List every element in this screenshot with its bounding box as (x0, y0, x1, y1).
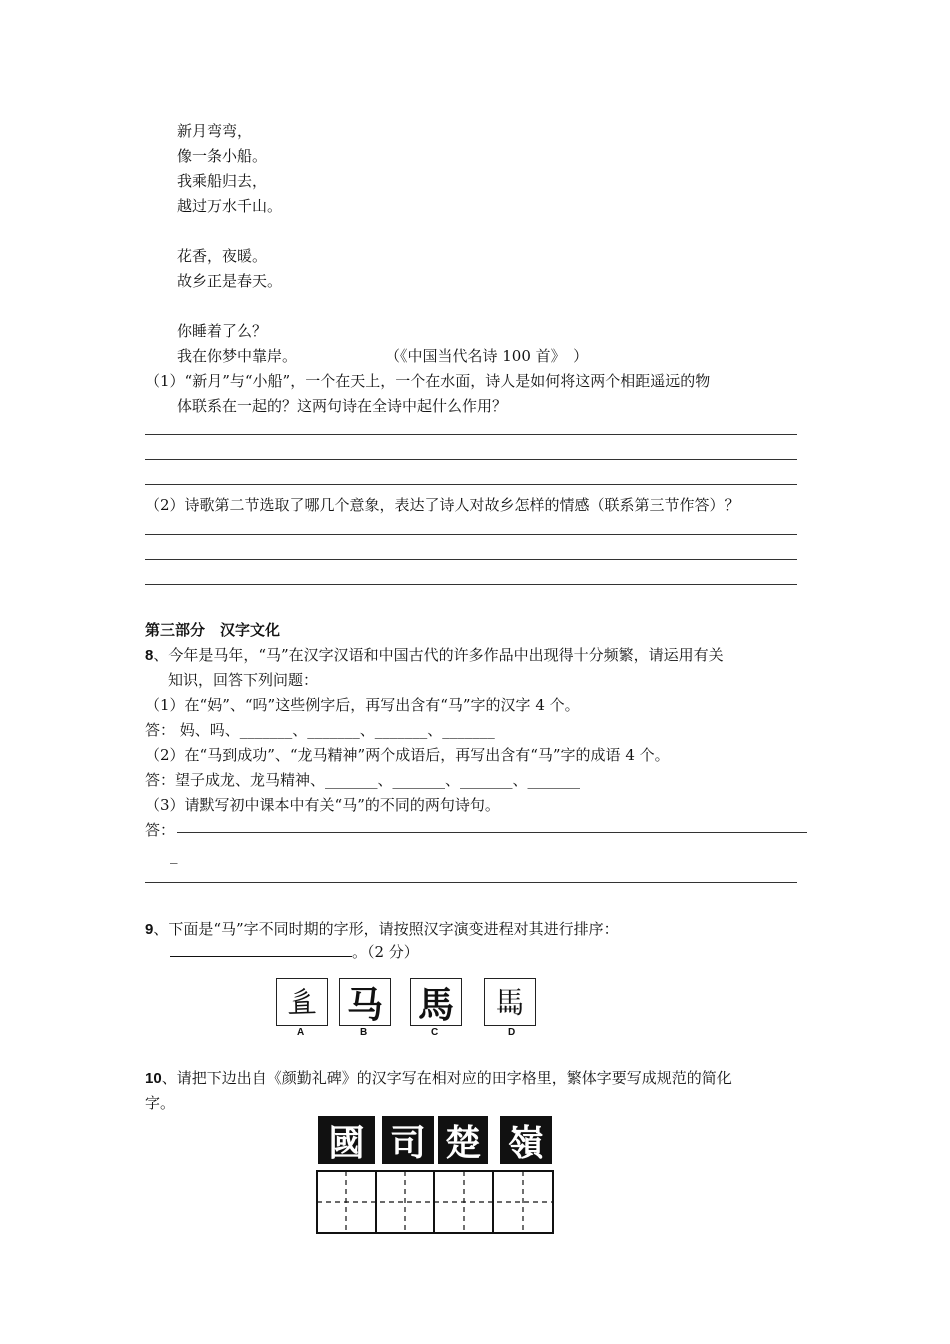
poem-line: 故乡正是春天。 (177, 272, 283, 290)
answer-line[interactable] (145, 584, 797, 585)
poem-line: 像一条小船。 (177, 147, 268, 165)
stele-char: 國 (318, 1116, 375, 1164)
answer-line[interactable] (145, 559, 797, 560)
q7-sub2: （2）诗歌第二节选取了哪几个意象，表达了诗人对故乡怎样的情感（联系第三节作答）？ (145, 496, 740, 514)
answer-line[interactable] (145, 459, 797, 460)
glyph-label: D (508, 1027, 516, 1038)
glyph-bronze-script: 𩡧 (484, 978, 536, 1026)
glyph-label: B (360, 1027, 368, 1038)
glyph-label: C (431, 1027, 439, 1038)
q7-sub1-line2: 体联系在一起的？这两句诗在全诗中起什么作用？ (177, 397, 508, 415)
q9-answer-line[interactable] (170, 956, 352, 957)
q8-sub3-answer-label: 答： (145, 821, 176, 839)
poem-line: 越过万水千山。 (177, 197, 283, 215)
poem-line: 你睡着了么？ (177, 322, 268, 340)
q8-line1 (145, 644, 724, 665)
answer-line[interactable] (145, 434, 797, 435)
q8-sub3: （3）请默写初中课本中有关“马”的不同的两句诗句。 (145, 796, 500, 814)
poem-line: 我乘船归去， (177, 172, 268, 190)
q9-text: 、下面是“马”字不同时期的字形，请按照汉字演变进程对其进行排序： (153, 920, 619, 938)
stele-char: 嶺 (500, 1116, 552, 1164)
q8-number: 8 (145, 647, 154, 664)
q8-sub1: （1）在“妈”、“吗”这些例字后，再写出含有“马”字的汉字 4 个。 (145, 696, 580, 714)
q7-sub1-line1: （1）“新月”与“小船”，一个在天上，一个在水面，诗人是如何将这两个相距遥远的物 (145, 372, 711, 390)
q9-number: 9 (145, 921, 154, 938)
q10-number: 10 (145, 1070, 162, 1087)
q9-score: 。（2 分） (352, 943, 419, 961)
answer-line[interactable] (177, 832, 807, 833)
glyph-seal-script: 𢒉 (276, 978, 328, 1026)
q8-sub3-tail: _ (170, 846, 178, 864)
q8-sub2-answer[interactable]: 答：望子成龙、龙马精神、_______、_______、_______、_______ (145, 771, 581, 789)
answer-line[interactable] (145, 534, 797, 535)
answer-line[interactable] (145, 882, 797, 883)
answer-line[interactable] (145, 484, 797, 485)
stele-char: 楚 (438, 1116, 488, 1164)
q10-text: 、请把下边出自《颜勤礼碑》的汉字写在相对应的田字格里，繁体字要写成规范的简化 (161, 1069, 732, 1087)
stele-char: 司 (382, 1116, 434, 1164)
glyph-traditional: 馬 (410, 978, 462, 1026)
poem-source: （《中国当代名诗 100 首》 ） (385, 347, 589, 365)
glyph-simplified: 马 (339, 978, 391, 1026)
q10-line1 (145, 1067, 732, 1088)
q8-sub1-answer[interactable]: 答： 妈、吗、_______、_______、_______、_______ (145, 721, 495, 739)
q8-line2: 知识，回答下列问题： (168, 671, 319, 689)
section-heading: 第三部分 汉字文化 (145, 621, 281, 639)
q8-text: 、今年是马年，“马”在汉字汉语和中国古代的许多作品中出现得十分频繁，请运用有关 (153, 646, 724, 664)
tianzige-grid[interactable] (316, 1170, 556, 1236)
q8-sub2: （2）在“马到成功”、“龙马精神”两个成语后，再写出含有“马”字的成语 4 个。 (145, 746, 670, 764)
glyph-label: A (297, 1027, 305, 1038)
poem-line: 花香，夜暖。 (177, 247, 268, 265)
q10-line2: 字。 (145, 1094, 176, 1112)
poem-line: 新月弯弯， (177, 122, 253, 140)
poem-line: 我在你梦中靠岸。 (177, 347, 298, 365)
q9-line1 (145, 918, 619, 939)
